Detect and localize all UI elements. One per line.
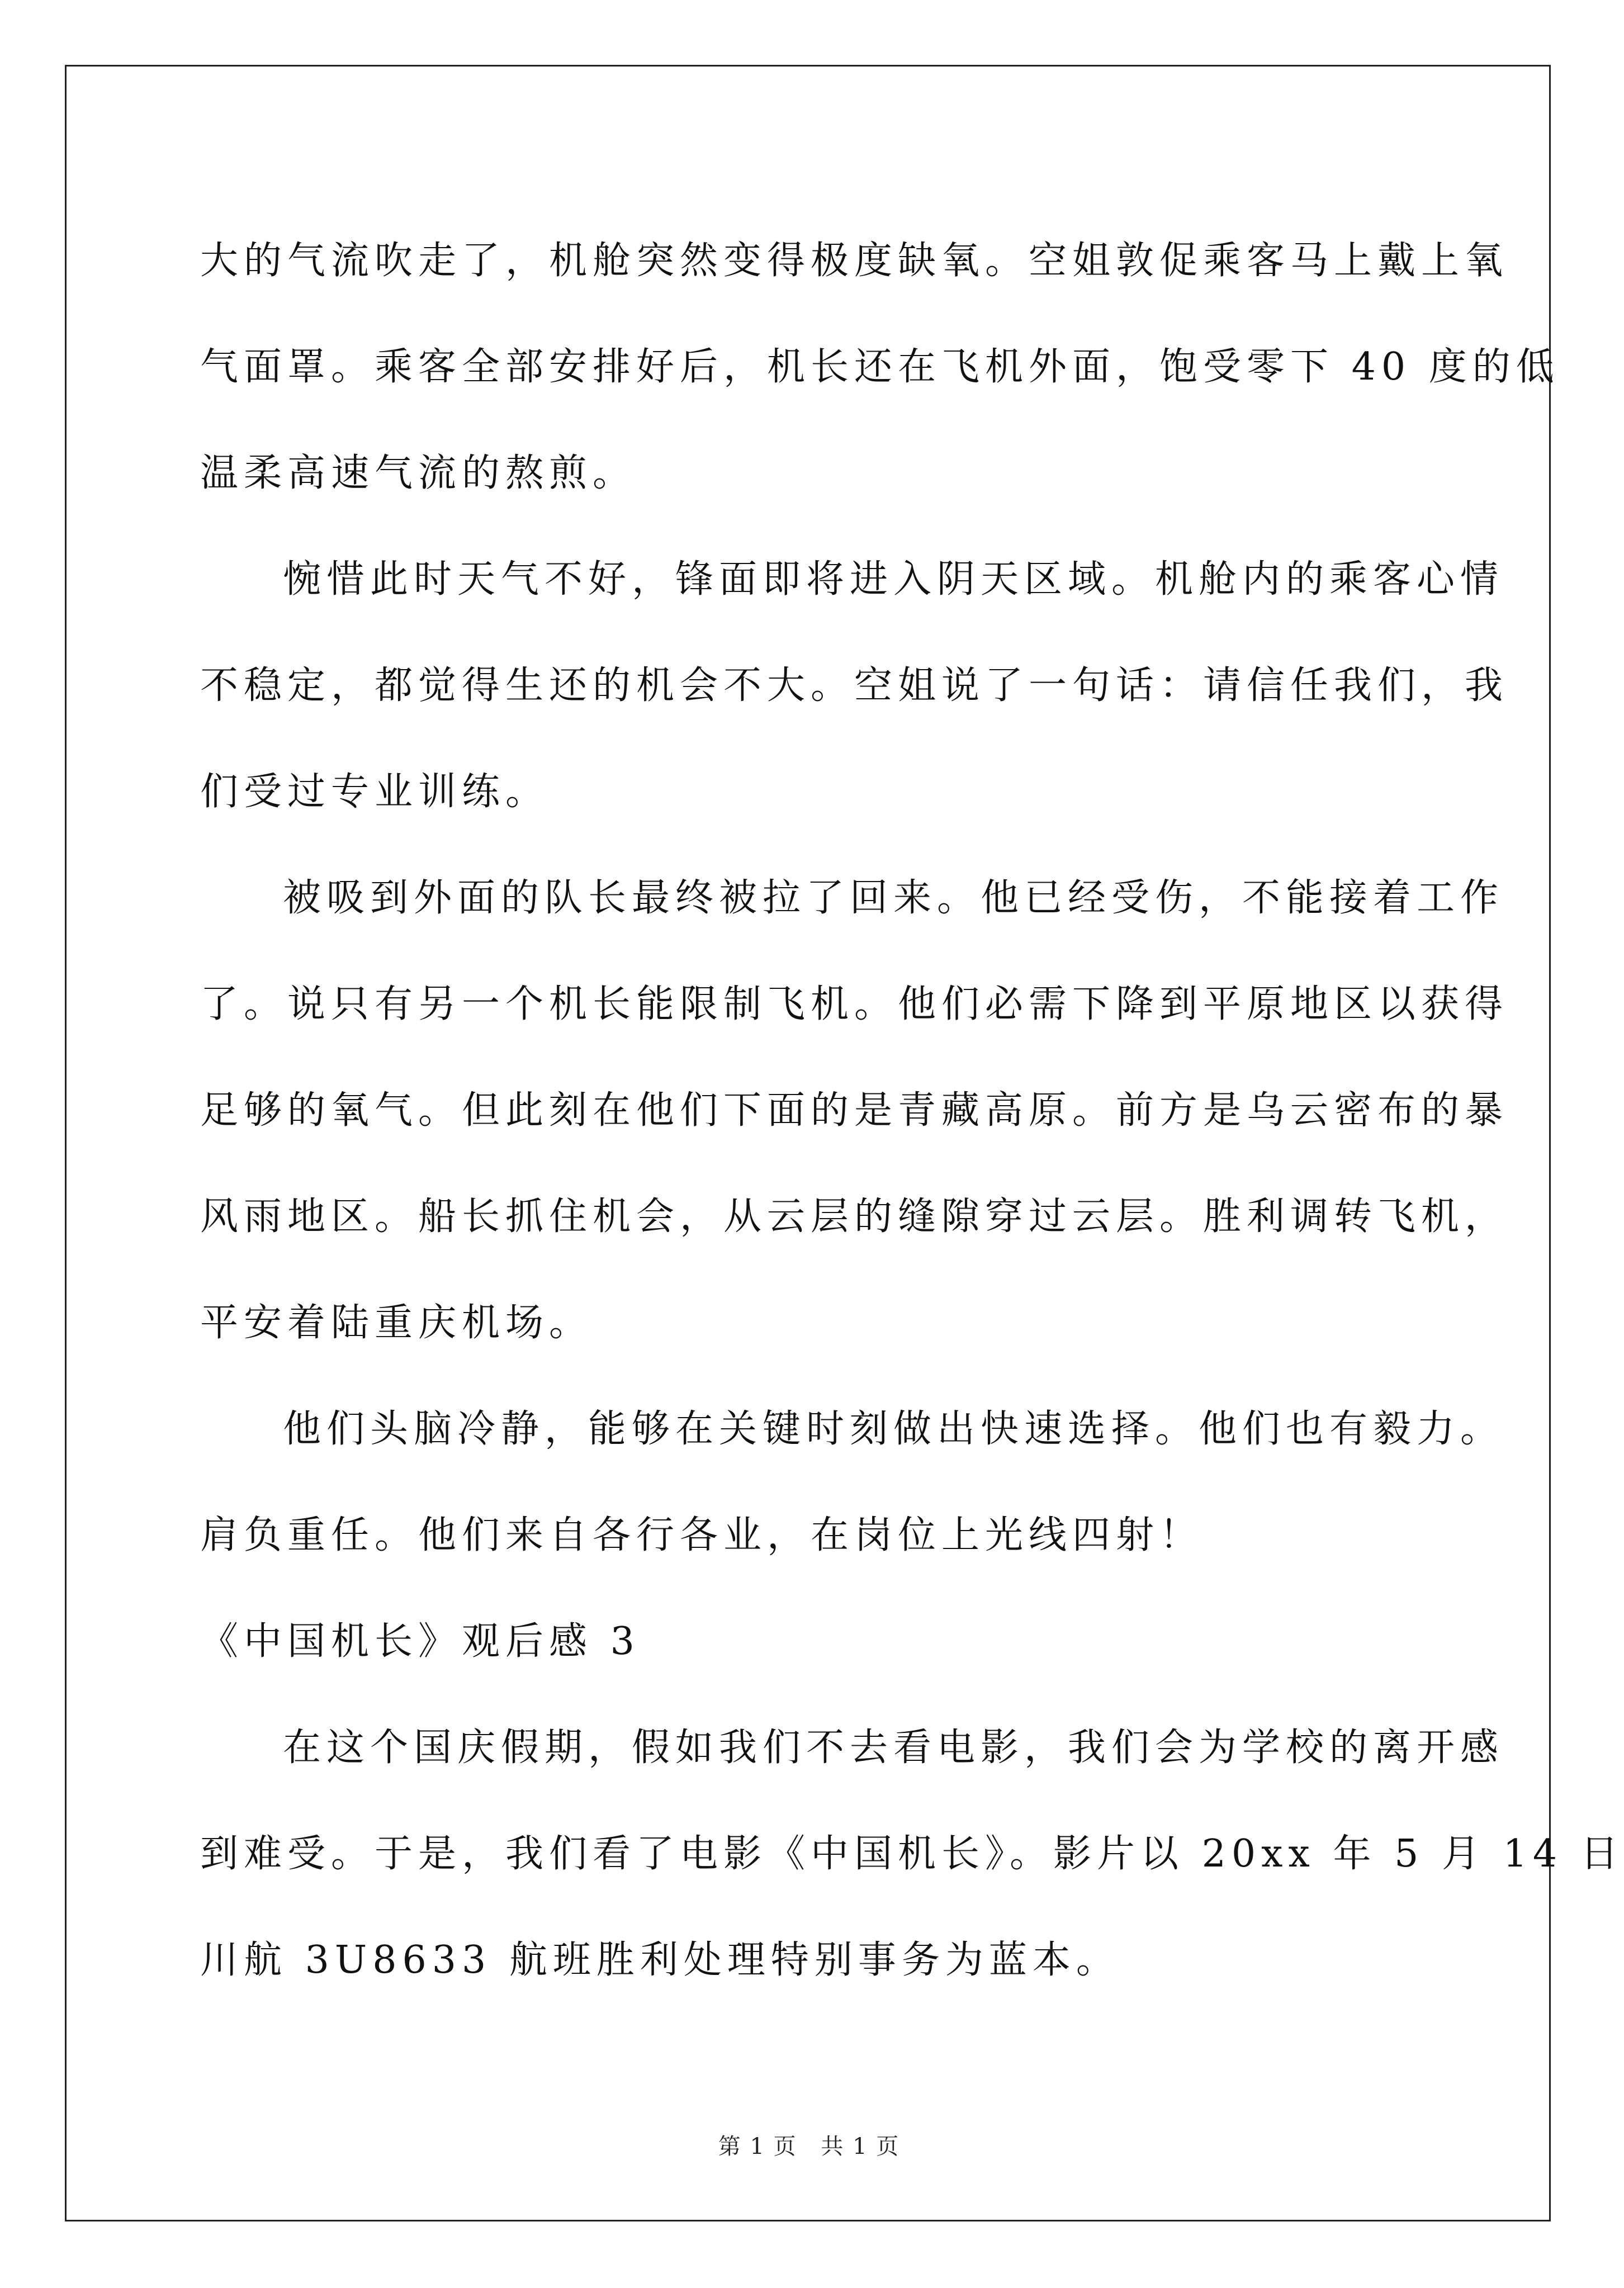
section-heading: 《中国机长》观后感 3 — [200, 1619, 640, 1664]
paragraph-line: 被吸到外面的队长最终被拉了回来。他已经受伤，不能接着工作 — [283, 876, 1504, 920]
paragraph-line: 到难受。于是，我们看了电影《中国机长》。影片以 20xx 年 5 月 14 日 — [200, 1832, 1624, 1876]
page-number: 第 1 页 — [718, 2134, 797, 2159]
paragraph-line: 们受过专业训练。 — [200, 770, 550, 814]
paragraph-line: 平安着陆重庆机场。 — [200, 1301, 593, 1345]
paragraph-line: 气面罩。乘客全部安排好后，机长还在飞机外面，饱受零下 40 度的低 — [200, 345, 1560, 389]
paragraph-line: 大的气流吹走了，机舱突然变得极度缺氧。空姐敦促乘客马上戴上氧 — [200, 239, 1509, 283]
paragraph-line: 温柔高速气流的熬煎。 — [200, 451, 637, 495]
paragraph-line: 足够的氧气。但此刻在他们下面的是青藏高原。前方是乌云密布的暴 — [200, 1088, 1509, 1133]
page-total: 共 1 页 — [821, 2134, 900, 2159]
paragraph-line: 他们头脑冷静，能够在关键时刻做出快速选择。他们也有毅力。 — [283, 1407, 1504, 1451]
paragraph-line: 在这个国庆假期，假如我们不去看电影，我们会为学校的离开感 — [283, 1726, 1504, 1770]
paragraph-line: 惋惜此时天气不好，锋面即将进入阴天区域。机舱内的乘客心情 — [283, 557, 1504, 601]
page-footer — [0, 2129, 1618, 2161]
paragraph-line: 肩负重任。他们来自各行各业，在岗位上光线四射！ — [200, 1513, 1204, 1557]
paragraph-line: 不稳定，都觉得生还的机会不大。空姐说了一句话：请信任我们，我 — [200, 664, 1509, 708]
paragraph-line: 了。说只有另一个机长能限制飞机。他们必需下降到平原地区以获得 — [200, 982, 1509, 1026]
paragraph-line: 风雨地区。船长抓住机会，从云层的缝隙穿过云层。胜利调转飞机， — [200, 1195, 1509, 1239]
document-body — [200, 208, 1624, 2014]
paragraph-line: 川航 3U8633 航班胜利处理特别事务为蓝本。 — [200, 1938, 1120, 1982]
